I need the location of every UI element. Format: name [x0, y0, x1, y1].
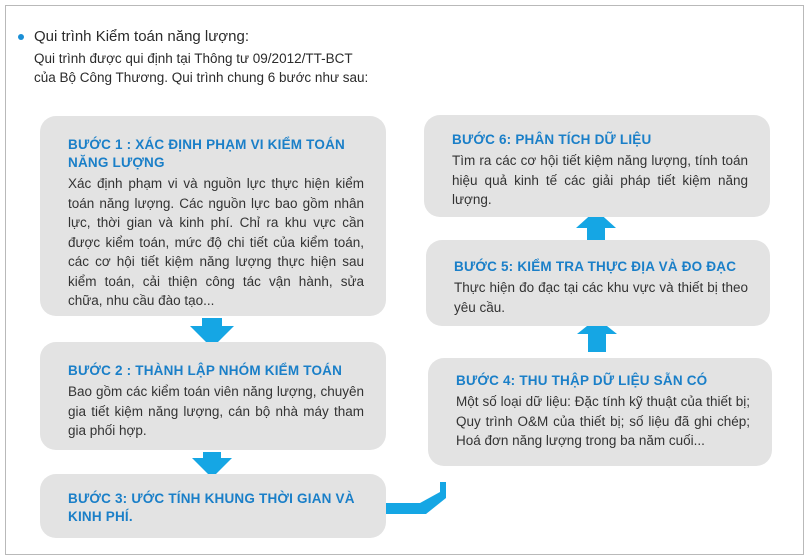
- intro-line-1: Qui trình được qui định tại Thông tư 09/2012/TT-BCT: [34, 51, 353, 66]
- step-2-box: [40, 342, 386, 450]
- intro: [18, 28, 578, 87]
- step-6-title: BƯỚC 6: PHÂN TÍCH DỮ LIỆU: [452, 132, 652, 147]
- intro-line-2: của Bộ Công Thương. Qui trình chung 6 bước như sau:: [34, 70, 369, 85]
- step-6-box: [424, 115, 770, 217]
- step-3-box: [40, 474, 386, 538]
- intro-title: Qui trình Kiểm toán năng lượng:: [34, 28, 249, 45]
- step-5-box: [426, 240, 770, 326]
- step-3-title: BƯỚC 3: ƯỚC TÍNH KHUNG THỜI GIAN VÀ KINH PHÍ.: [68, 491, 355, 524]
- step-4-box: [428, 358, 772, 466]
- step-5-body: Thực hiện đo đạc tại các khu vực và thiết bị theo yêu cầu.: [454, 280, 748, 315]
- intro-title-row: [18, 28, 578, 45]
- step-1-body: Xác định phạm vi và nguồn lực thực hiện kiểm toán năng lượng. Các nguồn lực bao gồm nhân lực, thời gian và kinh phí. Chỉ ra khu vực cần được kiểm toán, mức độ chi tiết của kiểm toán, các cơ hội tiết kiệm năng lượng thực hiện sau kiểm toán, cải thiện công tác vận hành, sửa chữa, nhu cầu đào tạo...: [68, 176, 364, 308]
- step-4-body: Một số loại dữ liệu: Đặc tính kỹ thuật của thiết bị; Quy trình O&M của thiết bị; số liệu đã ghi chép; Hoá đơn năng lượng trong ba năm cuối...: [456, 394, 750, 448]
- step-5-title: BƯỚC 5: KIỂM TRA THỰC ĐỊA VÀ ĐO ĐẠC: [454, 259, 737, 274]
- step-2-body: Bao gồm các kiểm toán viên năng lượng, chuyên gia tiết kiệm năng lượng, cán bộ nhà máy tham gia phối hợp.: [68, 384, 364, 438]
- step-6-body: Tìm ra các cơ hội tiết kiệm năng lượng, tính toán hiệu quả kinh tế các giải pháp tiết kiệm năng lượng.: [452, 153, 748, 207]
- step-1-title: BƯỚC 1 : XÁC ĐỊNH PHẠM VI KIỂM TOÁN NĂNG LƯỢNG: [68, 137, 345, 170]
- bullet-icon: [18, 34, 24, 40]
- step-4-title: BƯỚC 4: THU THẬP DỮ LIỆU SẴN CÓ: [456, 373, 708, 388]
- intro-body: [34, 49, 578, 87]
- step-2-title: BƯỚC 2 : THÀNH LẬP NHÓM KIỂM TOÁN: [68, 363, 343, 378]
- step-1-box: [40, 116, 386, 316]
